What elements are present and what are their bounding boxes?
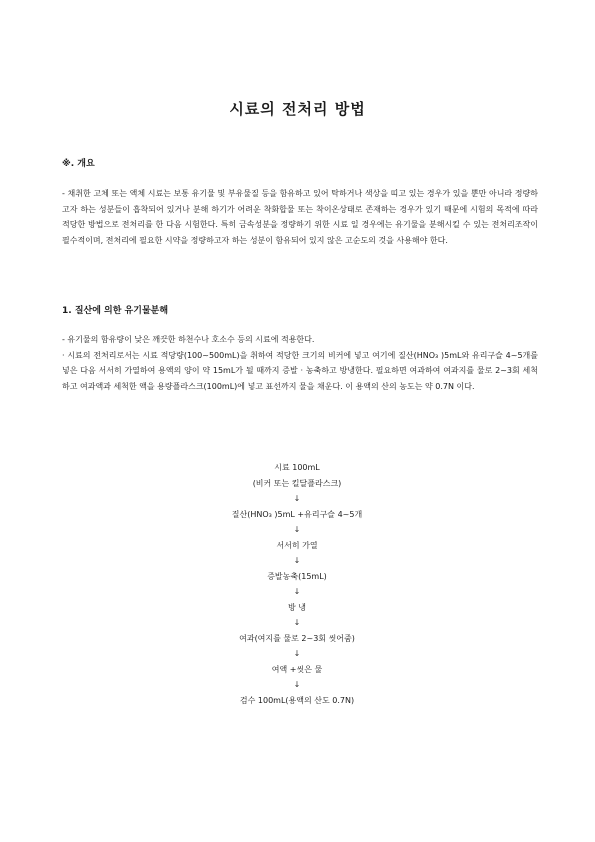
flow-step-cooling: 방 냉	[288, 602, 306, 612]
flow-step-heating: 서서히 가열	[276, 540, 318, 550]
flow-step-filtration: 여과(여지를 물로 2~3회 씻어줌)	[239, 633, 355, 643]
flow-step-filtrate: 여액 +씻은 물	[271, 664, 323, 674]
down-arrow-icon: ↓	[293, 618, 301, 627]
down-arrow-icon: ↓	[293, 494, 301, 503]
down-arrow-icon: ↓	[293, 587, 301, 596]
down-arrow-icon: ↓	[293, 649, 301, 658]
page-title: 시료의 전처리 방법	[229, 100, 366, 118]
flow-step-nitric-acid: 질산(HNO₃ )5mL +유리구슬 4~5개	[231, 509, 363, 519]
procedure-flowchart	[157, 460, 437, 708]
overview-heading: ※. 개요	[62, 159, 95, 169]
flow-step-container: (비커 또는 킬달플라스크)	[252, 478, 342, 488]
down-arrow-icon: ↓	[293, 680, 301, 689]
overview-paragraph: - 채취한 고체 또는 액체 시료는 보통 유기물 및 부유물질 등을 함유하고 있어 탁하거나 색상을 띠고 있는 경우가 있을 뿐만 아니라 정량하고자 하는 성분들이 흡착되어 있거나 분해 하기가 어려운 착화합물 또는 착이온상태로 존재하는 경우가 있기 때문에 시험의 목적에 따라 적당한 방법으로 전처리를 한 다음 시험한다. 특히 금속성분을 정량하기 위한 시료 일 경우에는 유기물을 분해시킬 수 있는 전처리조작이 필수적이며, 전처리에 필요한 시약을 정량하고자 하는 성분이 함유되어 있지 않은 고순도의 것을 사용해야 한다.	[62, 189, 538, 245]
down-arrow-icon: ↓	[293, 525, 301, 534]
section-applicability-line: - 유기물의 함유량이 낮은 깨끗한 하천수나 호소수 등의 시료에 적용한다.	[62, 335, 315, 344]
section-heading-nitric-acid: 1. 질산에 의한 유기물분해	[62, 306, 169, 316]
down-arrow-icon: ↓	[293, 556, 301, 565]
flow-step-evaporation: 증발농축(15mL)	[267, 571, 327, 581]
section-procedure-text: · 시료의 전처리로서는 시료 적당량(100~500mL)을 취하여 적당한 크기의 비커에 넣고 여기에 질산(HNO₃ )5mL와 유리구슬 4~5개를 넣은 다음 서서히 가열하여 용액의 양이 약 15mL가 될 때까지 증발 · 농축하고 방냉한다. 필요하면 여과하여 여과지를 물로 2~3회 세척하고 여과액과 세척한 액을 용량플라스크(100mL)에 넣고 표선까지 물을 채운다. 이 용액의 산의 농도는 약 0.7N 이다.	[62, 350, 538, 391]
flow-step-test-solution: 검수 100mL(용액의 산도 0.7N)	[239, 695, 355, 705]
flow-step-sample: 시료 100mL	[274, 463, 320, 472]
section-paragraph	[62, 332, 538, 394]
